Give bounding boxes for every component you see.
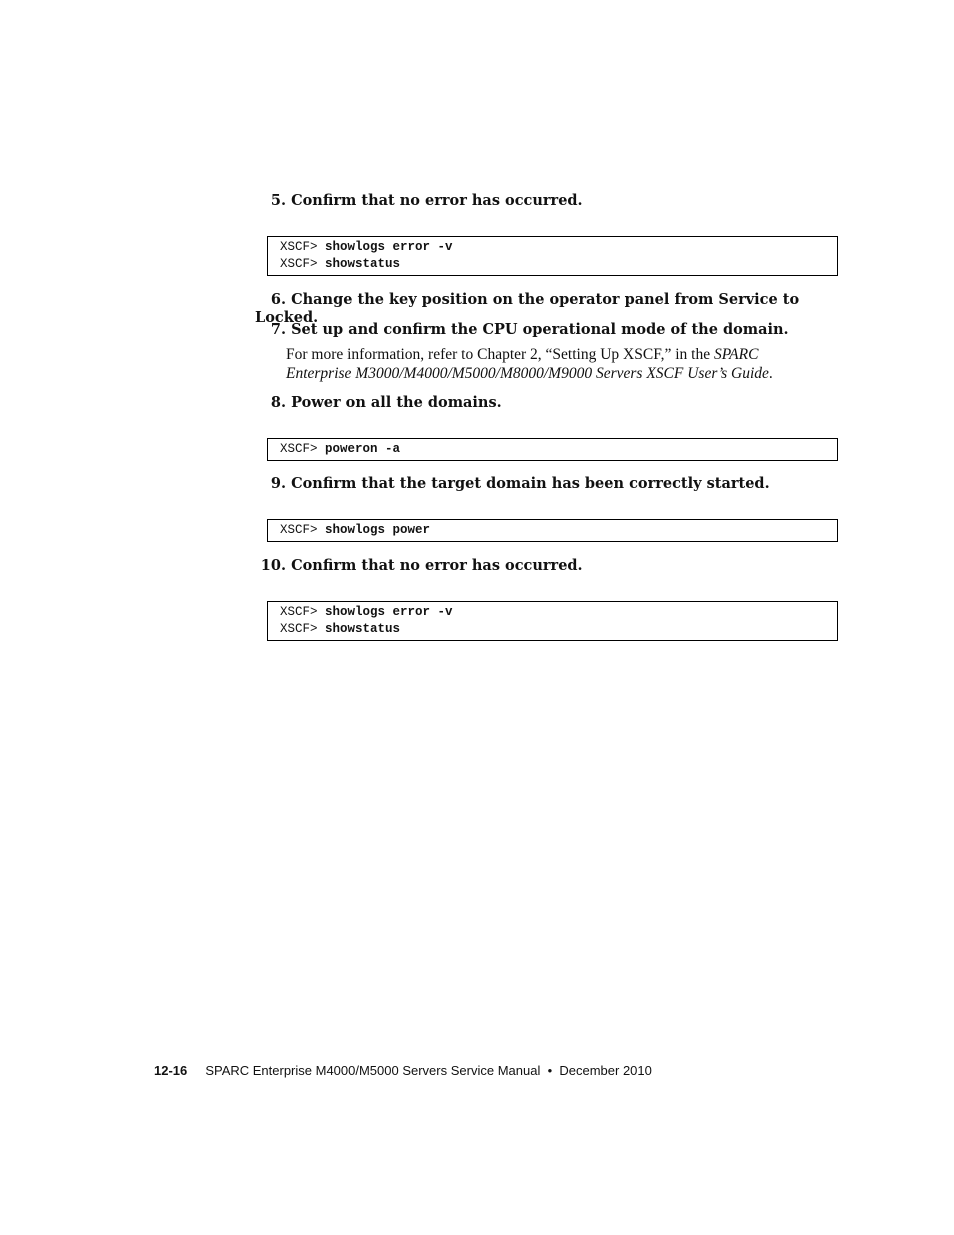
code-line [280,604,837,621]
code-command: poweron -a [325,442,401,456]
step-7 [255,321,815,339]
publication-date: December 2010 [559,1063,652,1078]
code-line [280,441,837,458]
code-command: showlogs error -v [325,605,453,619]
code-prompt: XSCF> [280,605,326,619]
code-command: showlogs power [325,523,431,537]
book-title: SPARC Enterprise M3000/M4000/M5000/M8000/M9000 Servers XSCF User’s Guide [286,346,769,382]
code-line [280,239,837,256]
code-line [280,522,837,539]
step-number: 9. [270,475,286,492]
footer-bullet: • [547,1063,553,1078]
manual-title: SPARC Enterprise M4000/M5000 Servers Service Manual [205,1063,541,1078]
step-10 [255,557,815,575]
step-number: 6. [270,291,286,308]
code-line [280,621,837,638]
code-prompt: XSCF> [280,257,326,271]
step-text: Confirm that no error has occurred. [291,557,583,574]
note-suffix: . [768,365,773,382]
code-prompt: XSCF> [280,622,326,636]
note-text: For more information, refer to Chapter 2, “Setting Up XSCF,” in the [286,346,714,363]
step-number: 7. [270,321,286,338]
step-5 [255,192,815,210]
step-8 [255,394,815,412]
code-block-4 [267,601,838,641]
step-text: Confirm that no error has occurred. [291,192,583,209]
step-9 [255,475,815,493]
code-command: showstatus [325,257,401,271]
step-7-note [286,345,826,383]
step-text: Set up and confirm the CPU operational mode of the domain. [291,321,789,338]
code-block-1 [267,236,838,276]
page-footer [154,1063,652,1079]
code-command: showstatus [325,622,401,636]
step-text: Power on all the domains. [291,394,502,411]
step-number: 10. [260,557,286,574]
page-number: 12-16 [154,1063,188,1078]
code-prompt: XSCF> [280,442,326,456]
code-command: showlogs error -v [325,240,453,254]
step-text: Change the key position on the operator panel from Service to Locked. [255,291,800,326]
code-block-3 [267,519,838,542]
step-text: Confirm that the target domain has been correctly started. [291,475,770,492]
code-line [280,256,837,273]
code-prompt: XSCF> [280,240,326,254]
step-number: 5. [270,192,286,209]
code-prompt: XSCF> [280,523,326,537]
code-block-2 [267,438,838,461]
step-number: 8. [270,394,286,411]
